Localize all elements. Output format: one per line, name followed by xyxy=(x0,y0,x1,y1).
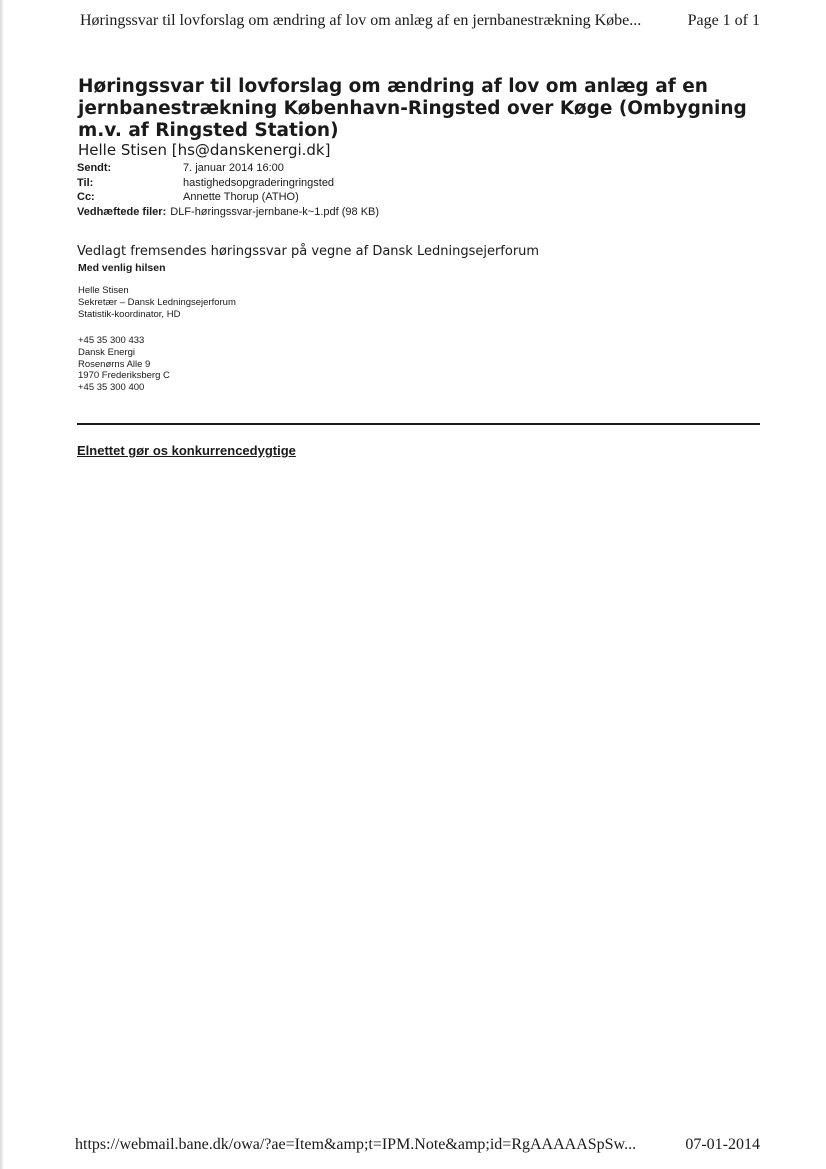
meta-value-sent: 7. januar 2014 16:00 xyxy=(183,162,284,174)
signature-line: Dansk Energi xyxy=(78,346,136,358)
body-intro: Vedlagt fremsendes høringssvar på vegne af Dansk Ledningsejerforum xyxy=(77,244,540,259)
print-header-title: Høringssvar til lovforslag om ændring af lov om anlæg af en jernbanestrækning Købe... xyxy=(80,12,642,29)
print-header-page: Page 1 of 1 xyxy=(687,12,760,29)
print-footer-url: https://webmail.bane.dk/owa/?ae=Item&amp;t=IPM.Note&amp;id=RgAAAAASpSw... xyxy=(75,1136,637,1153)
body-greeting: Med venlig hilsen xyxy=(78,262,166,274)
signature-block-contact xyxy=(78,335,170,394)
meta-row-to xyxy=(77,176,379,191)
meta-value-cc: Annette Thorup (ATHO) xyxy=(183,191,299,203)
meta-label-attachment: Vedhæftede filer: xyxy=(77,205,167,218)
signature-line: 1970 Frederiksberg C xyxy=(78,370,170,382)
signature-line: Statistik-koordinator, HD xyxy=(78,308,181,320)
meta-row-attachment xyxy=(77,205,379,220)
signature-line: +45 35 300 433 xyxy=(78,335,145,346)
signature-line: Sekretær – Dansk Ledningsejerforum xyxy=(78,296,236,308)
signature-line: Rosenørns Alle 9 xyxy=(78,358,151,370)
meta-label-sent: Sendt: xyxy=(77,162,112,174)
email-sender: Helle Stisen [hs@danskenergi.dk] xyxy=(78,141,331,159)
print-footer-date: 07-01-2014 xyxy=(685,1136,760,1153)
print-footer xyxy=(75,1136,760,1154)
signature-divider xyxy=(77,423,760,425)
meta-label-cc: Cc: xyxy=(77,191,95,203)
meta-row-cc xyxy=(77,190,379,205)
meta-row-sent xyxy=(77,161,379,176)
print-header xyxy=(80,12,760,30)
meta-value-to: hastighedsopgraderingringsted xyxy=(183,176,335,189)
meta-label-to: Til: xyxy=(77,176,94,189)
signature-line: +45 35 300 400 xyxy=(78,382,145,394)
signature-line: Helle Stisen xyxy=(78,285,129,296)
signature-block-name xyxy=(78,285,236,320)
email-subject: Høringssvar til lovforslag om ændring af lov om anlæg af en jernbanestrækning København-Ringsted over Køge (Ombygning m.v. af Ringsted Station) xyxy=(78,76,747,141)
attachment-link[interactable]: DLF-høringssvar-jernbane-k~1.pdf (98 KB) xyxy=(170,205,380,218)
scan-edge-shadow xyxy=(0,0,4,1169)
slogan-link[interactable]: Elnettet gør os konkurrencedygtige xyxy=(77,443,296,458)
email-meta xyxy=(77,161,379,219)
